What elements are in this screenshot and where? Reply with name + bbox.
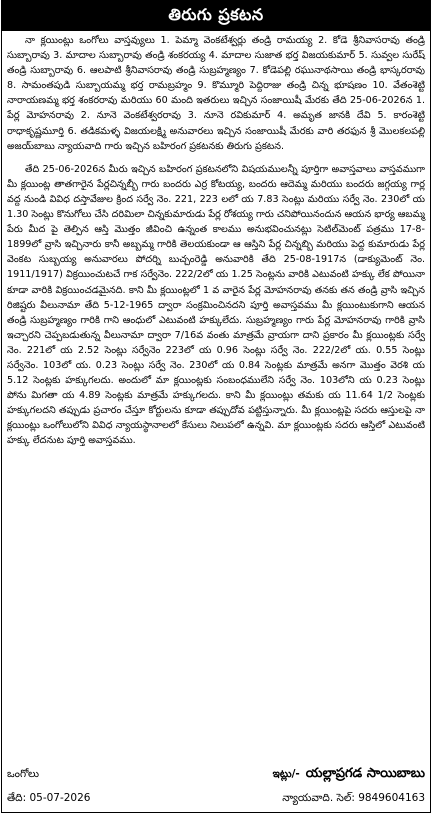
notice-paragraph-1: నా క్లయింట్లు ఒంగోలు వాస్తవ్యులు 1. పెమ్మా వెంకటేశ్వర్లు తండ్రి రామయ్య 2. కోడె శ్రీనివాసరావు తండ్రి సుబ్బారావు 3. మాదాల సుబ్బారావు తండ్రి శంకరయ్య 4. మాదాల సుజాత భర్త విజయకుమార్ 5. సువ్వల సురేష్ తండ్రి సుబ్బారావు 6. ఆలపాటి శ్రీనివాసరావు తండ్రి సుబ్రహ్మణ్యం 7. కోడెపల్లి రఘునాథసాయి తండ్రి భాస్కరరావు 8. సామంతపుడి సుబ్బాయమ్మ భర్త రామబ్రహ్మం 9. కొమ్మూరి పెద్దిరాజు తండ్రి చిన్న భూషణం 10. వేతంశెట్టి నారాయణమ్మ భర్త శంకరరావు మరియు 60 మంది ఇతరులు ఇచ్చిన సంజాయిషీ మేరకు తేది 25-06-2026న 1. పేర్ల మోహనరావు 2. నూనె వెంకటేశ్వరరావు 3. నూనె రవికుమార్ 4. అమృత జానకి దేవి 5. కారంశెట్టి రాధాకృష్ణమూర్తి 6. తడికమళ్ళ విజయలక్ష్మి అనువారలు ఇచ్చిన సంజాయిషీ మేరకు వారి తరఫున శ్రీ మొలకలపల్లి అజయ్‌బాబు న్యాయవాది గారు ఇచ్చిన బహిరంగ ప్రకటనకు తిరుగు ప్రకటన. (7, 35, 425, 152)
notice-title: తిరుగు ప్రకటన (2, 1, 430, 31)
notice-box (1, 0, 431, 813)
place-label: ఒంగోలు (7, 768, 40, 780)
signature-row-1 (7, 766, 425, 784)
signature-row-2 (7, 792, 425, 807)
sign-prefix: ఇట్లు/- (272, 768, 300, 780)
signature-block (273, 766, 425, 784)
signatory-name: యల్లాప్రగడ సాయిబాబు (305, 766, 425, 781)
designation-phone: న్యాయవాది. సెల్: 9849604163 (282, 792, 425, 804)
notice-date: తేది: 05-07-2026 (7, 792, 91, 804)
notice-paragraph-2: తేది 25-06-2026న మీరు ఇచ్చిన బహిరంగ ప్రకటనలోని విషయములన్నీ పూర్తిగా అవాస్తవాలు వాస్తవముగా మీ క్లయింట్ల తాతగారైన పేర్లచిన్నబ్బీ గారు బందరు ఎర్ర కోటయ్య, బందరు ఆదెమ్మ మరియు బందరు జగ్గయ్య గార్ల వద్ద నుండి వివిధ దస్తావేజుల క్రింద సర్వే నెం. 221, 223 లలో య 7.83 సెంట్లు మరియు సర్వే నెం. 230లో య 1.30 సెంట్లు కొనుగోలు చేసి దరిమిలా చిన్నకుమారుడు పేర్ల రోశయ్య గారు చనిపోయినందున ఆయన భార్య ఆబమ్మ పేరు మీద పై తెల్పిన ఆస్తి మొత్తం జీవించి ఉన్నంత కాలము అనుభవించునట్లు సెటిల్‌మెంట్ పత్రము 17-8-1899లో వ్రాసి ఇచ్చినారు కానీ అబ్బమ్మ గారికి తెలయకుండా ఆ ఆస్తిని పేర్ల చిన్నబ్బి మరియు పెద్ద కుమారుడు పేర్ల వెంకట సుబ్బయ్య అనువారలు పోదర్ని బుచ్చంరెడ్డి అనువారికి తేది 25-08-1917న (డాక్యుమెంట్ నెం. 1911/1917) విక్రయించుటచే గాక సర్వేనెం. 222/2లో య 1.25 సెంట్లను వారికి ఎటువంటి హక్కు లేక పోయినా కూడా వారికి విక్రయించడమైనది. కాని మీ క్లయింట్లలో 1 వ వారైన పేర్ల మోహనరావు తనకు తన తండ్రి వ్రాసి ఇచ్చిన రిజిష్టరు వీలునామా తేది 5-12-1965 ద్వారా సంక్రమించినదని పూర్తి అవాస్తవము మీ క్లయింటుకుగాని ఆయన తండ్రి సుబ్రహ్మణ్యం గారికి గాని ఆంధులో ఎటువంటి హక్కులేదు. సుబ్రహ్మణ్యం గారు పేర్ల మోహనరావు గారికి వ్రాసి ఇచ్చారని చెప్పబడుతున్న వీలునామా ద్వారా 7/16వ వంతు మాత్రమే వ్రాయగా దాని ప్రకారం మీ క్లయింట్లకు సర్వే నెం. 221లో య 2.52 సెంట్లు సర్వేనెం 223లో య 0.96 సెంట్లు సర్వే నెం. 222/2లో య. 0.55 సెంట్లు సర్వేనెం. 103లో య. 0.23 సెంట్లు సర్వే నెం. 230లో య 0.84 సెంట్లకు మాత్రమే అనగా మొత్తం వెరశి య 5.12 సెంట్లకు హక్కుగలదు. అందులో మా క్లయింట్లకు సంబంధములేని సర్వే నెం. 103లోని య 0.23 సెంట్లు పోను మిగతా య 4.89 సెంట్లకు మాత్రమే హక్కుగలదు. కాని మీ క్లయింట్లు తమకు య 11.64 1/2 సెంట్లకు హక్కుగలదని తప్పుడు ప్రచారం చేస్తూ కోర్టులను కూడా తప్పుదోవ పట్టిస్తున్నారు. మీ క్లయింట్లపై సదరు ఆస్తులపై నా క్లయింట్లు ఒంగోలులోని వివిధ న్యాయస్థానాలలో కేసులు నిలుపలో ఉన్నవి. మా క్లయింట్లకు సదరు ఆస్తిలో ఎటువంటి హక్కు లేదనుట పూర్తి అవాస్తవము. (7, 163, 425, 447)
